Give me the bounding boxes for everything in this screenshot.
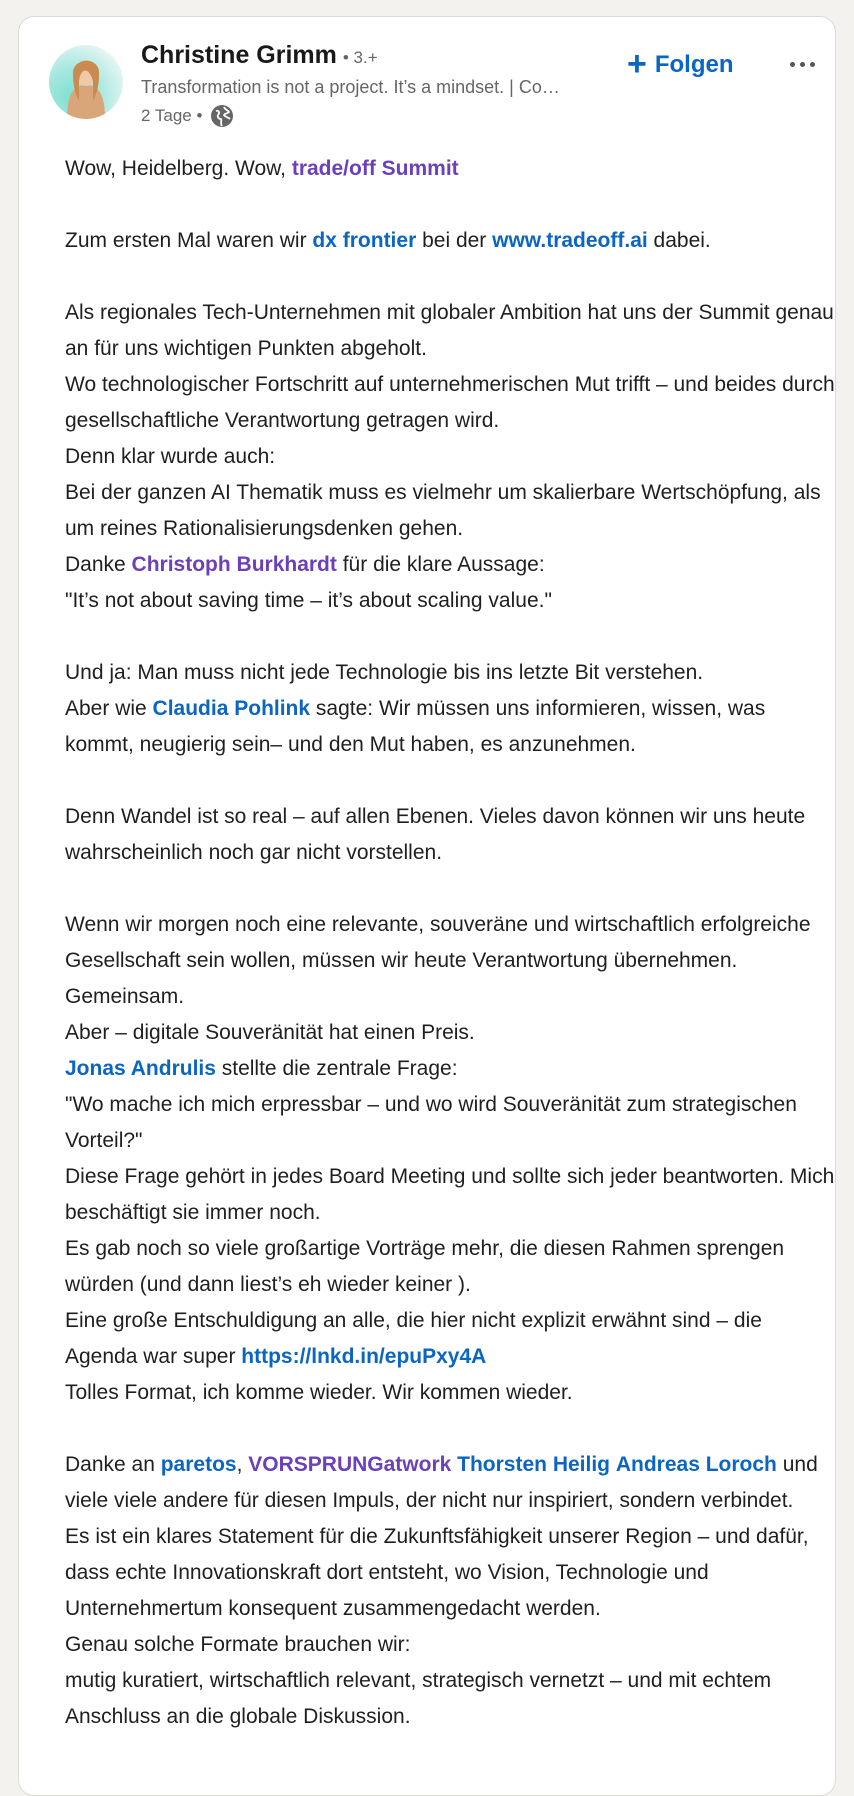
post-text: Danke an bbox=[65, 1453, 161, 1476]
more-dot-icon bbox=[790, 62, 795, 67]
mention-link[interactable]: https://lnkd.in/epuPxy4A bbox=[241, 1345, 487, 1368]
paragraph-gap bbox=[65, 763, 835, 799]
post-text: Aber – digitale Souveränität hat einen Preis. bbox=[65, 1021, 475, 1044]
post-text: mutig kuratiert, wirtschaftlich relevant, strategisch vernetzt – und mit echtem Anschluss an die globale Diskussion. bbox=[65, 1669, 776, 1728]
company-mention-link[interactable]: trade/off Summit bbox=[291, 157, 459, 180]
mention-link[interactable]: Thorsten Heilig bbox=[457, 1453, 611, 1476]
post-text: Wow, Heidelberg. Wow, bbox=[65, 157, 292, 180]
post-text: , bbox=[236, 1453, 249, 1476]
post-paragraph bbox=[65, 799, 835, 871]
author-name[interactable]: Christine Grimm bbox=[141, 41, 337, 69]
mention-link[interactable]: Andreas Loroch bbox=[615, 1453, 777, 1476]
paragraph-gap bbox=[65, 187, 835, 223]
post-paragraph bbox=[65, 547, 835, 583]
post-text: Tolles Format, ich komme wieder. Wir kommen wieder. bbox=[65, 1381, 573, 1404]
follow-label: Folgen bbox=[654, 51, 734, 78]
paragraph-gap bbox=[65, 1411, 835, 1447]
post-text: "It’s not about saving time – it’s about scaling value." bbox=[65, 589, 552, 612]
post-text: für die klare Aussage: bbox=[336, 553, 545, 576]
follow-button[interactable] bbox=[621, 47, 740, 83]
author-name-row bbox=[141, 41, 621, 75]
mention-link[interactable]: Claudia Pohlink bbox=[152, 697, 311, 720]
post-paragraph bbox=[65, 1303, 835, 1375]
post-paragraph bbox=[65, 367, 841, 439]
mention-link[interactable]: paretos bbox=[160, 1453, 237, 1476]
post-paragraph bbox=[65, 1051, 835, 1087]
post-paragraph bbox=[65, 223, 835, 259]
paragraph-gap bbox=[65, 619, 835, 655]
more-dot-icon bbox=[800, 62, 805, 67]
post-paragraph bbox=[65, 295, 840, 367]
post-text: Zum ersten Mal waren wir bbox=[65, 229, 313, 252]
post-paragraph bbox=[65, 1375, 835, 1411]
post-timestamp: 2 Tage • bbox=[141, 106, 203, 125]
avatar-portrait-icon bbox=[49, 45, 123, 119]
post-text: Und ja: Man muss nicht jede Technologie bis ins letzte Bit verstehen. bbox=[65, 661, 704, 684]
post-text: Genau solche Formate brauchen wir: bbox=[65, 1633, 411, 1656]
post-paragraph bbox=[65, 1015, 835, 1051]
post-text: Bei der ganzen AI Thematik muss es vielmehr um skalierbare Wertschöpfung, als um reines Rationalisierungsdenken gehen. bbox=[65, 481, 827, 540]
more-dot-icon bbox=[810, 62, 815, 67]
post-paragraph bbox=[65, 583, 835, 619]
company-mention-link[interactable]: Christoph Burkhardt bbox=[131, 553, 337, 576]
post-paragraph bbox=[65, 1159, 841, 1231]
paragraph-gap bbox=[65, 259, 835, 295]
post-paragraph bbox=[65, 907, 835, 1015]
post-text: Wo technologischer Fortschritt auf unternehmerischen Mut trifft – und beides durch gesellschaftliche Verantwortung getragen wird. bbox=[65, 373, 841, 432]
post-text: Als regionales Tech-Unternehmen mit globaler Ambition hat uns der Summit genau an für uns wichtigen Punkten abgeholt. bbox=[65, 301, 840, 360]
connection-degree: • 3.+ bbox=[342, 48, 378, 67]
post-paragraph bbox=[65, 1663, 835, 1735]
plus-icon: + bbox=[627, 45, 647, 83]
post-text: Danke bbox=[65, 553, 132, 576]
post-paragraph bbox=[65, 691, 835, 763]
post-card bbox=[18, 16, 841, 1796]
post-text: Eine große Entschuldigung an alle, die hier nicht explizit erwähnt sind – die Agenda war super bbox=[65, 1309, 767, 1368]
post-paragraph bbox=[65, 1447, 835, 1519]
post-text: und viele viele andere für diesen Impuls, der nicht nur inspiriert, sondern verbindet. bbox=[65, 1453, 824, 1512]
post-paragraph bbox=[65, 439, 835, 475]
post-paragraph bbox=[65, 655, 835, 691]
post-text: "Wo mache ich mich erpressbar – und wo wird Souveränität zum strategischen Vorteil?" bbox=[65, 1093, 803, 1152]
post-paragraph bbox=[65, 1087, 835, 1159]
post-text: Diese Frage gehört in jedes Board Meeting und sollte sich jeder beantworten. Mich beschäftigt sie immer noch. bbox=[65, 1165, 841, 1224]
author-info bbox=[141, 41, 621, 128]
mention-link[interactable]: dx frontier bbox=[312, 229, 417, 252]
post-paragraph bbox=[65, 1519, 835, 1627]
post-body bbox=[65, 151, 841, 1735]
company-mention-link[interactable]: VORSPRUNGatwork bbox=[248, 1453, 452, 1476]
post-text: Aber wie bbox=[65, 697, 153, 720]
author-avatar[interactable] bbox=[49, 45, 123, 119]
mention-link[interactable]: www.tradeoff.ai bbox=[492, 229, 648, 252]
post-text: Denn klar wurde auch: bbox=[65, 445, 276, 468]
post-text: Es gab noch so viele großartige Vorträge mehr, die diesen Rahmen sprengen würden (und dann liest’s eh wieder keiner ). bbox=[65, 1237, 790, 1296]
post-paragraph bbox=[65, 1231, 835, 1303]
paragraph-gap bbox=[65, 871, 835, 907]
post-paragraph bbox=[65, 475, 835, 547]
post-text: Wenn wir morgen noch eine relevante, souveräne und wirtschaftlich erfolgreiche Gesellschaft sein wollen, müssen wir heute Verantwortung übernehmen. Gemeinsam. bbox=[65, 913, 817, 1008]
post-meta bbox=[141, 104, 621, 128]
mention-link[interactable]: Jonas Andrulis bbox=[65, 1057, 216, 1080]
post-text: dabei. bbox=[647, 229, 711, 252]
post-text: Es ist ein klares Statement für die Zukunftsfähigkeit unserer Region – und dafür, dass echte Innovationskraft dort entsteht, wo Vision, Technologie und Unternehmertum konsequent zusammengedacht werden. bbox=[65, 1525, 815, 1620]
post-paragraph bbox=[65, 151, 835, 187]
more-options-button[interactable] bbox=[777, 47, 827, 81]
author-headline: Transformation is not a project. It’s a mindset. | Co… bbox=[141, 77, 560, 97]
post-text: Denn Wandel ist so real – auf allen Ebenen. Vieles davon können wir uns heute wahrscheinlich noch gar nicht vorstellen. bbox=[65, 805, 811, 864]
globe-icon bbox=[210, 104, 234, 128]
post-text: stellte die zentrale Frage: bbox=[215, 1057, 458, 1080]
post-text: bei der bbox=[416, 229, 493, 252]
post-text: sagte: Wir müssen uns informieren, wissen, was kommt, neugierig sein– und den Mut haben, es anzunehmen. bbox=[65, 697, 772, 756]
post-paragraph bbox=[65, 1627, 835, 1663]
